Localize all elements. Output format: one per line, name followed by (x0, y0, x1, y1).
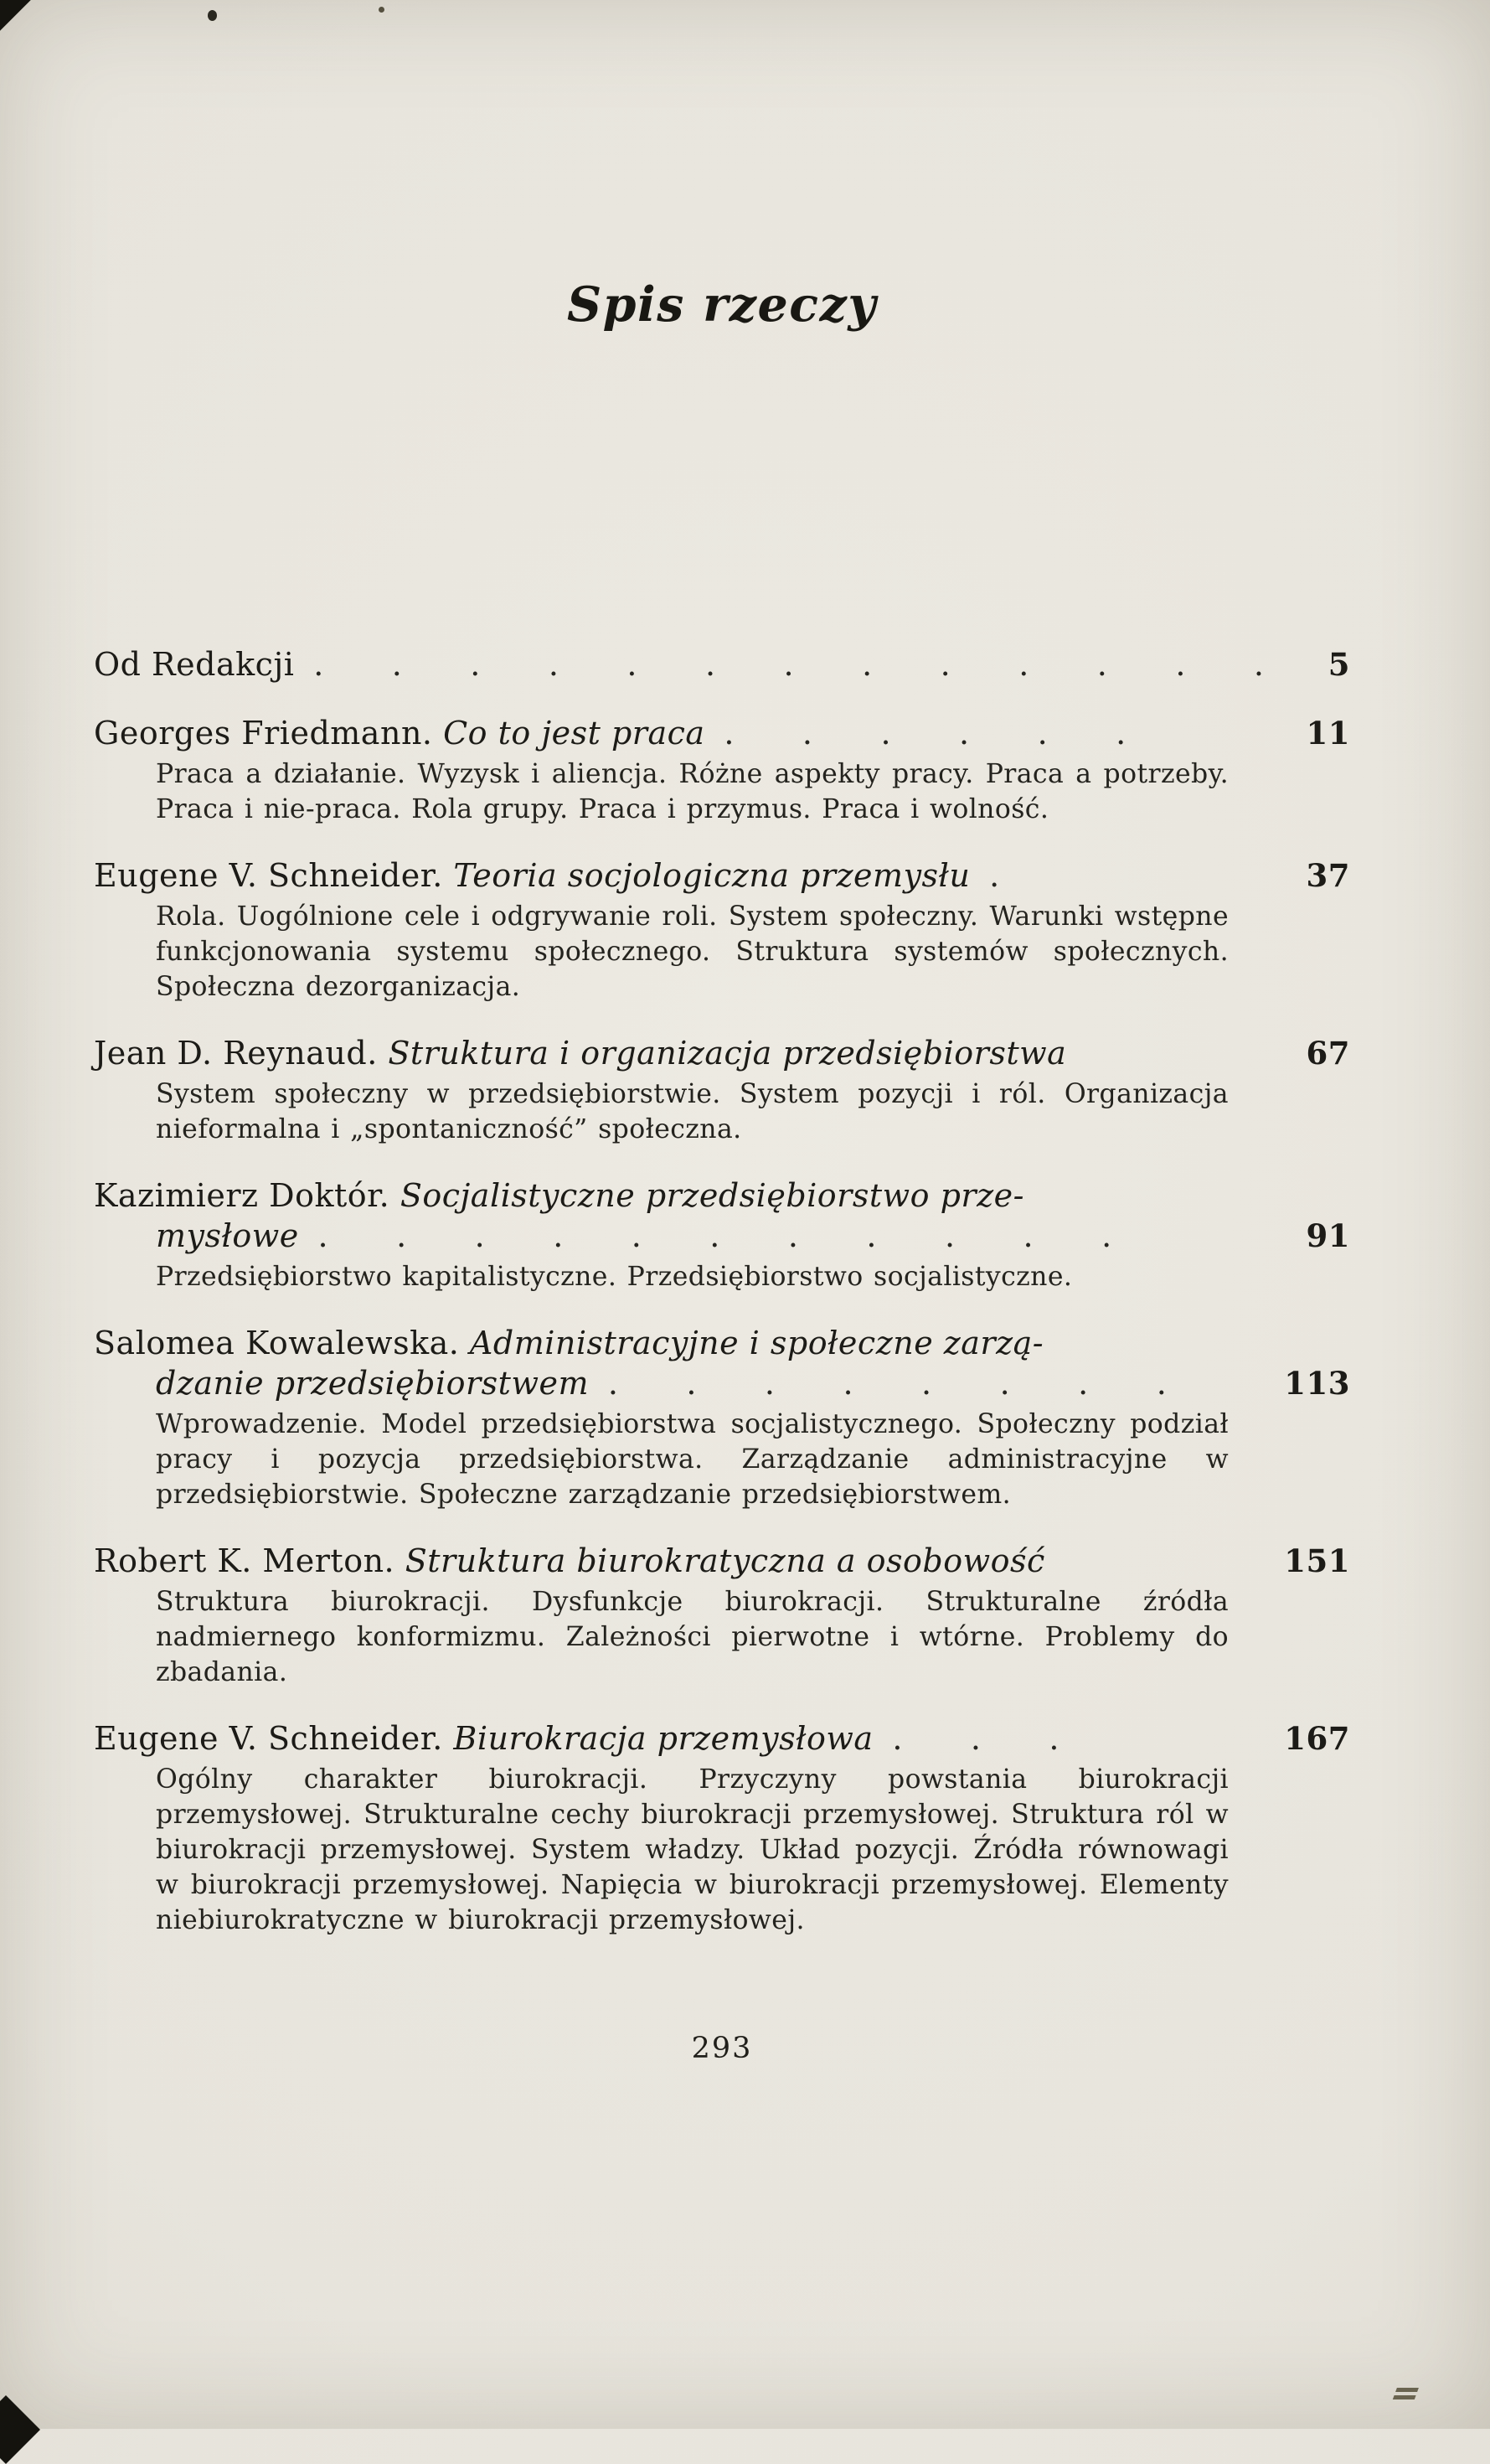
toc-entry (94, 1175, 1350, 1294)
dot-leader: . . . . . . . . . . . . . (313, 646, 1265, 683)
entry-description: Ogólny charakter biurokracji. Przyczyny powstania biurokracji przemysłowej. Strukturalne cechy biurokracji przemysłowej. Struktura ról w biurokracji przemysłowej. System władzy. Układ pozycji. Źródła równowagi w biurokracji przemysłowej. Napięcia w biurokracji przemysłowej. Elementy niebiurokratyczne w biurokracji przemysłowej. (156, 1764, 1229, 1935)
entry-work-title: Biurokracja przemysłowa (453, 1720, 874, 1757)
page-title: Spis rzeczy (567, 276, 877, 333)
entry-description: Przedsiębiorstwo kapitalistyczne. Przedsiębiorstwo socjalistyczne. (156, 1262, 1073, 1292)
heading-line-1 (94, 1175, 1270, 1216)
entry-work-title-continued: mysłowe (156, 1217, 299, 1254)
toc-entry-heading (94, 1175, 1350, 1256)
heading-line-2 (94, 1216, 1270, 1256)
entry-work-title: Teoria socjologiczna przemysłu (453, 857, 971, 894)
entry-page-number: 91 (1306, 1217, 1350, 1254)
toc-entry-heading-text (94, 1718, 1270, 1759)
toc-entry-heading-text (94, 1541, 1270, 1581)
entry-description: Wprowadzenie. Model przedsiębiorstwa socjalistycznego. Społeczny podział pracy i pozycja przedsiębiorstwa. Zarządzanie administracyjne w przedsiębiorstwie. Społeczne zarządzanie przedsiębiorstwem. (156, 1409, 1229, 1510)
entry-author: Robert K. Merton. (94, 1542, 405, 1579)
entry-description: System społeczny w przedsiębiorstwie. System pozycji i ról. Organizacja nieformalna i „spontaniczność” społeczna. (156, 1079, 1229, 1144)
toc-entry (94, 644, 1350, 684)
entry-author: Eugene V. Schneider. (94, 857, 454, 894)
entry-author: Od Redakcji (94, 646, 295, 683)
toc-entry (94, 1033, 1350, 1147)
toc-entry-heading (94, 1323, 1350, 1403)
table-of-contents (94, 644, 1350, 1938)
scan-artifact-speck (1395, 2388, 1419, 2392)
toc-entry (94, 1718, 1350, 1938)
dot-leader: . . . . . . . . (607, 1365, 1168, 1402)
toc-entry-heading-text (94, 644, 1270, 684)
scanned-page (94, 0, 1350, 2065)
dot-leader: . . . . . . . . . . . (317, 1217, 1112, 1254)
toc-entry (94, 713, 1350, 827)
entry-page-number: 67 (1306, 1035, 1350, 1072)
toc-entry-heading-text (94, 1033, 1270, 1073)
entry-page-number: 37 (1306, 857, 1350, 894)
toc-entry-heading-text (94, 1323, 1270, 1403)
entry-author: Eugene V. Schneider. (94, 1720, 454, 1757)
entry-work-title: Administracyjne i społeczne zarzą- (469, 1325, 1044, 1361)
toc-entry-heading-text (94, 855, 1270, 896)
entry-page-number: 113 (1284, 1365, 1350, 1402)
toc-entry-heading (94, 1718, 1350, 1759)
entry-work-title-continued: dzanie przedsiębiorstwem (156, 1365, 590, 1402)
heading-line-2 (94, 1363, 1270, 1403)
entry-author: Salomea Kowalewska. (94, 1325, 470, 1361)
heading-line-1 (94, 1323, 1270, 1363)
dot-leader: . (989, 857, 1000, 894)
entry-work-title: Struktura biurokratyczna a osobowość (405, 1542, 1045, 1579)
entry-page-number: 151 (1284, 1542, 1350, 1579)
dot-leader: . . . . . . (724, 715, 1127, 752)
toc-entry (94, 855, 1350, 1005)
entry-page-number: 11 (1306, 715, 1350, 752)
entry-author: Jean D. Reynaud. (94, 1035, 389, 1072)
toc-entry (94, 1541, 1350, 1690)
toc-entry (94, 1323, 1350, 1512)
dot-leader: . . . (892, 1720, 1060, 1757)
toc-entry-heading (94, 855, 1350, 896)
entry-page-number: 167 (1284, 1720, 1350, 1757)
toc-entry-heading (94, 644, 1350, 684)
entry-page-number: 5 (1328, 646, 1350, 683)
entry-author: Kazimierz Doktór. (94, 1177, 400, 1214)
toc-entry-heading (94, 1033, 1350, 1073)
entry-work-title: Co to jest praca (443, 715, 705, 752)
scan-artifact-corner-bottom-left (0, 2395, 40, 2464)
toc-entry-heading-text (94, 713, 1270, 753)
entry-author: Georges Friedmann. (94, 715, 444, 752)
entry-description: Rola. Uogólnione cele i odgrywanie roli. System społeczny. Warunki wstępne funkcjonowania systemu społecznego. Struktura systemów społecznych. Społeczna dezorganizacja. (156, 901, 1229, 1002)
entry-description: Struktura biurokracji. Dysfunkcje biurokracji. Strukturalne źródła nadmiernego konformizmu. Zależności pierwotne i wtórne. Problemy do zbadania. (156, 1587, 1229, 1687)
scan-artifact-corner-top-left (0, 0, 31, 31)
toc-entry-heading-text (94, 1175, 1270, 1256)
folio-page-number: 293 (691, 2032, 753, 2065)
toc-entry-heading (94, 1541, 1350, 1581)
toc-entry-heading (94, 713, 1350, 753)
entry-work-title: Socjalistyczne przedsiębiorstwo prze- (400, 1177, 1024, 1214)
entry-work-title: Struktura i organizacja przedsiębiorstwa (388, 1035, 1067, 1072)
entry-description: Praca a działanie. Wyzysk i aliencja. Różne aspekty pracy. Praca a potrzeby. Praca i nie-praca. Rola grupy. Praca i przymus. Praca i wolność. (156, 759, 1229, 824)
